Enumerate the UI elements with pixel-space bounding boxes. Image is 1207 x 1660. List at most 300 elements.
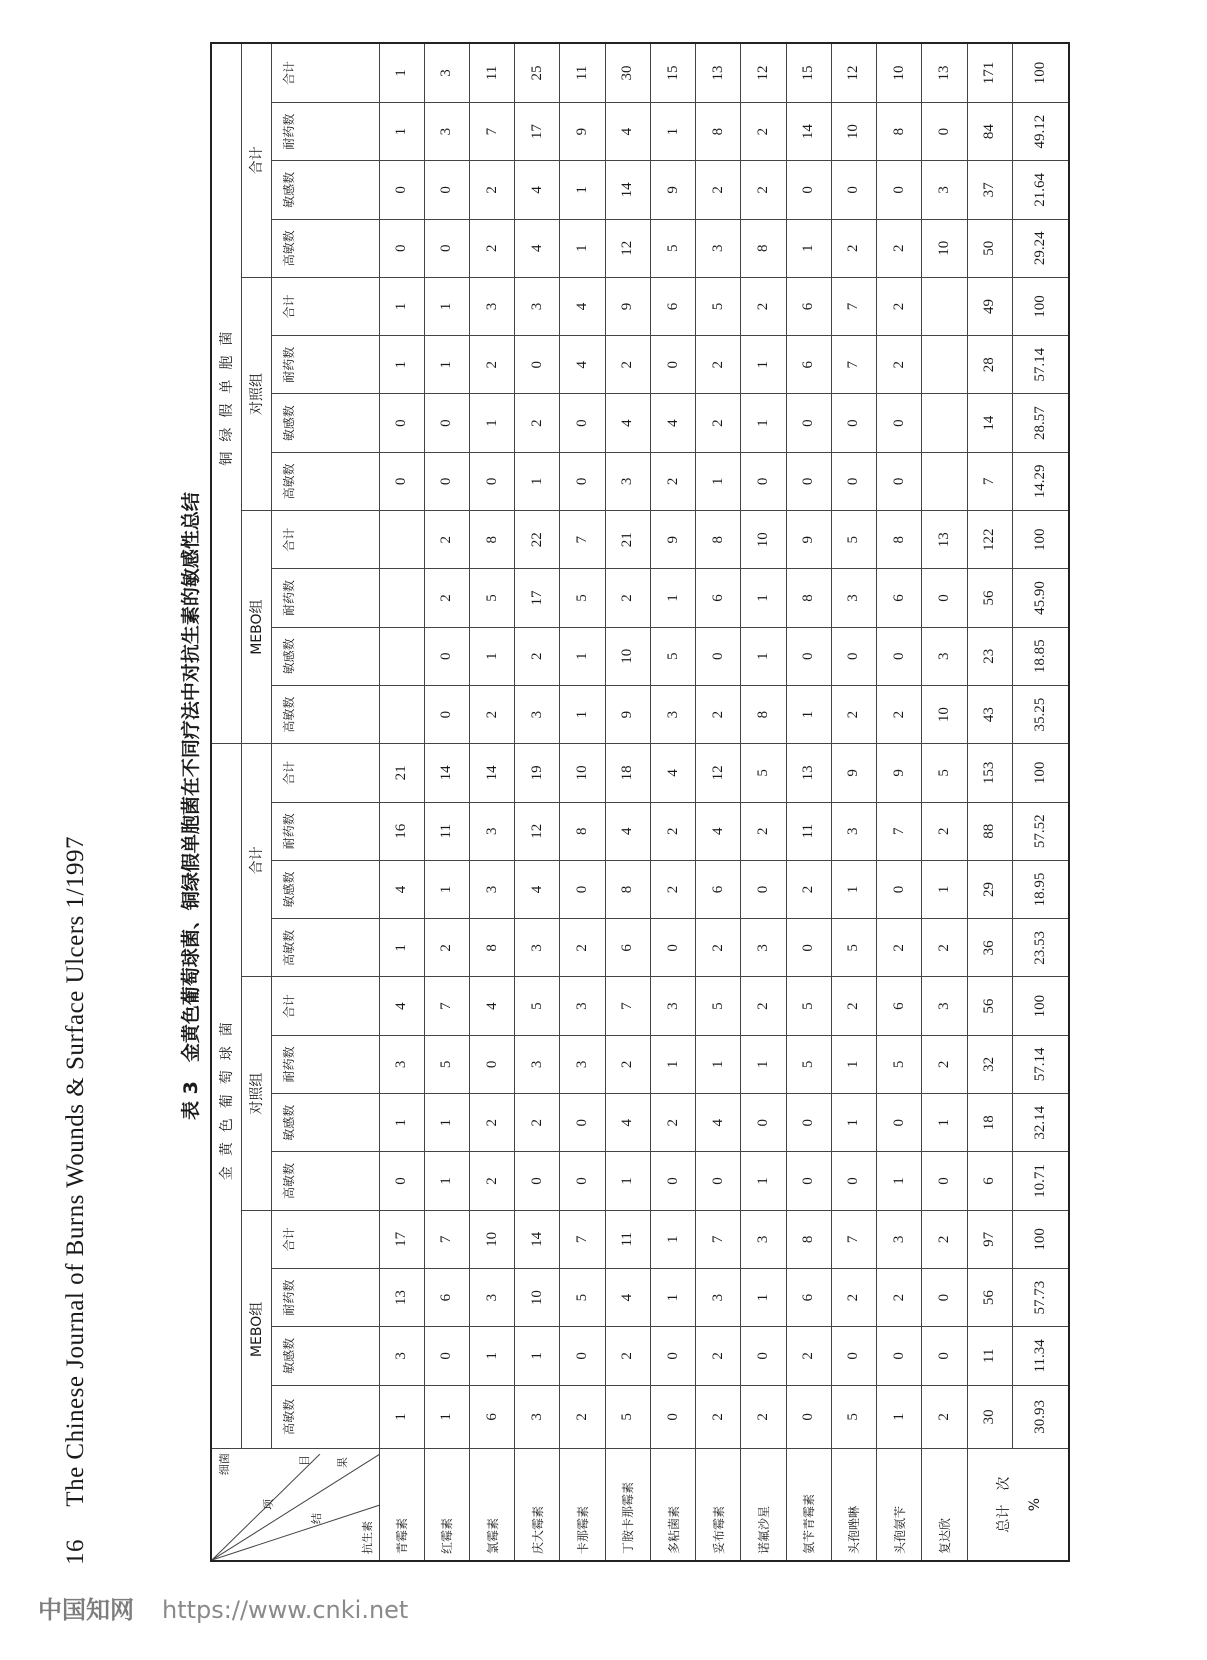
total-percent-cell: 57.14 — [1012, 336, 1069, 394]
total-percent-cell: 100 — [1012, 1210, 1069, 1268]
total-count-cell: 153 — [967, 744, 1012, 802]
table-cell: 30 — [605, 43, 650, 102]
table-row — [560, 43, 605, 1561]
table-cell: 2 — [877, 919, 922, 977]
table-cell: 0 — [877, 860, 922, 918]
table-cell: 2 — [696, 1385, 741, 1449]
table-cell: 7 — [424, 977, 469, 1035]
table-cell: 4 — [469, 977, 514, 1035]
table-cell: 10 — [922, 685, 967, 743]
pseudo-total-header: 合计 — [241, 43, 271, 277]
table-cell: 9 — [560, 102, 605, 160]
table-cell: 9 — [605, 277, 650, 335]
table-cell: 15 — [786, 43, 831, 102]
table-cell: 0 — [424, 161, 469, 219]
table-cell: 6 — [696, 569, 741, 627]
table-row — [424, 43, 469, 1561]
total-count-cell: 30 — [967, 1385, 1012, 1449]
cnki-logo: 中国知网 — [38, 1596, 134, 1624]
table-cell: 1 — [831, 1094, 876, 1152]
table-cell: 1 — [515, 1327, 560, 1385]
column-header: 合计 — [271, 511, 379, 569]
table-cell: 11 — [786, 802, 831, 860]
total-percent-cell: 11.34 — [1012, 1327, 1069, 1385]
table-cell: 12 — [696, 744, 741, 802]
table-cell: 0 — [831, 1152, 876, 1210]
table-cell: 5 — [515, 977, 560, 1035]
table-cell: 8 — [696, 102, 741, 160]
table-row — [696, 43, 741, 1561]
table-cell: 0 — [831, 627, 876, 685]
table-cell: 16 — [379, 802, 424, 860]
table-cell: 1 — [650, 1035, 695, 1093]
table-cell: 7 — [877, 802, 922, 860]
table-cell: 3 — [469, 1268, 514, 1326]
table-cell: 4 — [560, 336, 605, 394]
table-cell: 0 — [379, 161, 424, 219]
table-cell: 15 — [650, 43, 695, 102]
table-cell: 1 — [650, 102, 695, 160]
table-cell: 13 — [786, 744, 831, 802]
table-cell: 1 — [379, 1385, 424, 1449]
table-cell: 0 — [831, 394, 876, 452]
table-cell: 0 — [696, 1152, 741, 1210]
table-cell: 4 — [650, 744, 695, 802]
table-cell: 4 — [605, 1268, 650, 1326]
table-cell: 0 — [650, 1152, 695, 1210]
table-cell: 5 — [696, 277, 741, 335]
table-cell: 4 — [605, 802, 650, 860]
table-cell: 1 — [424, 1385, 469, 1449]
table-cell: 2 — [696, 394, 741, 452]
column-header-row — [271, 43, 379, 1561]
table-cell: 6 — [650, 277, 695, 335]
total-count-cell: 37 — [967, 161, 1012, 219]
table-cell: 0 — [379, 219, 424, 277]
table-cell: 2 — [831, 219, 876, 277]
table-cell: 1 — [831, 860, 876, 918]
table-cell: 0 — [379, 452, 424, 510]
table-cell: 5 — [831, 1385, 876, 1449]
table-cell: 2 — [741, 161, 786, 219]
table-cell: 13 — [696, 43, 741, 102]
table-cell: 3 — [696, 1268, 741, 1326]
table-cell: 1 — [379, 1094, 424, 1152]
table-cell: 5 — [650, 627, 695, 685]
table-cell: 5 — [605, 1385, 650, 1449]
table-cell: 1 — [560, 627, 605, 685]
table-cell — [379, 685, 424, 743]
table-cell: 1 — [560, 685, 605, 743]
table-cell: 0 — [922, 1268, 967, 1326]
table-cell: 3 — [741, 1210, 786, 1268]
table-cell: 2 — [560, 919, 605, 977]
table-cell: 1 — [696, 452, 741, 510]
column-header: 耐药数 — [271, 569, 379, 627]
table-cell: 1 — [560, 161, 605, 219]
antibiotic-name: 红霉素 — [424, 1449, 469, 1561]
table-cell: 3 — [469, 860, 514, 918]
table-cell: 5 — [560, 1268, 605, 1326]
antibiotic-name: 卡那霉素 — [560, 1449, 605, 1561]
page-header — [62, 836, 90, 1565]
table-cell: 3 — [877, 1210, 922, 1268]
corner-item-1: 项 — [262, 1499, 275, 1510]
table-cell: 0 — [922, 569, 967, 627]
table-cell: 2 — [922, 802, 967, 860]
table-cell: 2 — [877, 336, 922, 394]
table-cell: 6 — [786, 1268, 831, 1326]
table-cell: 0 — [922, 102, 967, 160]
table-cell: 0 — [877, 1327, 922, 1385]
table-cell: 9 — [650, 511, 695, 569]
column-header: 高敏数 — [271, 452, 379, 510]
table-cell: 6 — [877, 977, 922, 1035]
table-cell: 9 — [786, 511, 831, 569]
table-cell: 1 — [469, 1327, 514, 1385]
table-cell: 2 — [922, 919, 967, 977]
table-cell: 0 — [515, 1152, 560, 1210]
total-percent-cell: 21.64 — [1012, 161, 1069, 219]
antibiotic-name: 头孢氨苄 — [877, 1449, 922, 1561]
group-staph: 金黄色葡萄球菌 — [211, 744, 241, 1449]
table-cell: 2 — [696, 161, 741, 219]
table-cell: 3 — [424, 102, 469, 160]
table-cell: 3 — [922, 627, 967, 685]
column-header: 高敏数 — [271, 1152, 379, 1210]
table-row — [831, 43, 876, 1561]
table-cell: 3 — [560, 977, 605, 1035]
table-cell: 1 — [786, 219, 831, 277]
table-cell: 11 — [560, 43, 605, 102]
table-cell: 0 — [560, 1152, 605, 1210]
corner-bacteria: 细菌 — [218, 1453, 231, 1476]
table-cell: 8 — [605, 860, 650, 918]
table-cell: 0 — [831, 1327, 876, 1385]
table-cell: 0 — [424, 219, 469, 277]
total-percent-cell: 100 — [1012, 277, 1069, 335]
table-cell: 18 — [605, 744, 650, 802]
total-percent-cell: 100 — [1012, 744, 1069, 802]
table-cell: 2 — [650, 860, 695, 918]
table-cell: 9 — [877, 744, 922, 802]
table-cell: 8 — [696, 511, 741, 569]
table-cell — [379, 569, 424, 627]
total-count-cell: 32 — [967, 1035, 1012, 1093]
antibiotic-name: 多粘菌素 — [650, 1449, 695, 1561]
table-cell: 0 — [424, 452, 469, 510]
table-cell: 1 — [424, 860, 469, 918]
table-cell: 1 — [469, 627, 514, 685]
table-cell: 1 — [786, 685, 831, 743]
antibiotic-name: 诺氟沙星 — [741, 1449, 786, 1561]
total-label — [967, 1449, 1069, 1561]
total-percent-cell: 32.14 — [1012, 1094, 1069, 1152]
column-header: 耐药数 — [271, 102, 379, 160]
table-cell: 22 — [515, 511, 560, 569]
antibiotic-name: 丁胺卡那霉素 — [605, 1449, 650, 1561]
table-cell: 1 — [424, 336, 469, 394]
table-cell: 5 — [696, 977, 741, 1035]
table-row — [469, 43, 514, 1561]
corner-antibiotic: 抗生素 — [360, 1521, 374, 1554]
total-count-cell: 14 — [967, 394, 1012, 452]
table-cell: 5 — [650, 219, 695, 277]
table-cell: 13 — [379, 1268, 424, 1326]
table-cell: 3 — [605, 452, 650, 510]
table-cell: 1 — [560, 219, 605, 277]
table-cell: 1 — [877, 1385, 922, 1449]
total-count-cell: 171 — [967, 43, 1012, 102]
table-cell: 4 — [379, 977, 424, 1035]
column-header: 耐药数 — [271, 1268, 379, 1326]
table-cell: 2 — [922, 1035, 967, 1093]
table-cell: 1 — [741, 1268, 786, 1326]
table-row — [741, 43, 786, 1561]
total-count-cell: 56 — [967, 569, 1012, 627]
table-cell: 1 — [605, 1152, 650, 1210]
table-cell: 3 — [741, 919, 786, 977]
table-cell: 10 — [831, 102, 876, 160]
table-cell: 2 — [786, 860, 831, 918]
total-count-cell: 7 — [967, 452, 1012, 510]
table-cell: 2 — [515, 627, 560, 685]
table-row — [922, 43, 967, 1561]
total-count-cell: 56 — [967, 977, 1012, 1035]
table-cell: 1 — [877, 1152, 922, 1210]
total-count-cell: 50 — [967, 219, 1012, 277]
table-cell: 0 — [560, 1327, 605, 1385]
total-percent-cell: 100 — [1012, 977, 1069, 1035]
table-cell: 12 — [741, 43, 786, 102]
table-cell: 10 — [560, 744, 605, 802]
table-cell: 0 — [560, 1094, 605, 1152]
table-cell: 0 — [424, 1327, 469, 1385]
table-cell: 2 — [741, 102, 786, 160]
table-cell: 1 — [379, 336, 424, 394]
percent-label: % — [1026, 1497, 1043, 1512]
table-cell: 0 — [786, 452, 831, 510]
table-cell: 1 — [696, 1035, 741, 1093]
table-cell: 2 — [831, 685, 876, 743]
table-cell: 1 — [741, 569, 786, 627]
table-cell: 2 — [424, 511, 469, 569]
table-title: 表 3 金黄色葡萄球菌、铜绿假单胞菌在不同疗法中对抗生素的敏感性总结 — [180, 492, 202, 1120]
table-cell: 12 — [831, 43, 876, 102]
table-cell: 0 — [379, 394, 424, 452]
table-cell: 3 — [560, 1035, 605, 1093]
table-cell: 8 — [877, 511, 922, 569]
table-cell: 2 — [741, 977, 786, 1035]
staph-total-header: 合计 — [241, 744, 271, 977]
antibiotic-name: 青霉素 — [379, 1449, 424, 1561]
table-cell: 7 — [560, 1210, 605, 1268]
table-cell: 3 — [515, 277, 560, 335]
table-cell: 1 — [650, 1268, 695, 1326]
table-cell: 13 — [922, 43, 967, 102]
table-cell: 6 — [786, 277, 831, 335]
corner-item-2: 目 — [298, 1455, 311, 1467]
table-cell: 8 — [741, 685, 786, 743]
total-count-cell: 28 — [967, 336, 1012, 394]
column-header: 敏感数 — [271, 1327, 379, 1385]
table-cell: 3 — [650, 977, 695, 1035]
table-cell: 2 — [650, 802, 695, 860]
table-cell: 3 — [515, 1385, 560, 1449]
table-cell — [922, 277, 967, 335]
table-cell: 0 — [877, 394, 922, 452]
table-cell — [379, 511, 424, 569]
table-cell: 0 — [741, 1094, 786, 1152]
table-cell: 4 — [515, 860, 560, 918]
table-cell: 11 — [605, 1210, 650, 1268]
total-count-cell: 6 — [967, 1152, 1012, 1210]
table-cell: 0 — [424, 394, 469, 452]
table-cell: 4 — [560, 277, 605, 335]
table-cell: 1 — [379, 43, 424, 102]
table-cell: 21 — [379, 744, 424, 802]
total-percent-cell: 28.57 — [1012, 394, 1069, 452]
table-cell: 7 — [424, 1210, 469, 1268]
table-cell: 1 — [741, 336, 786, 394]
table-cell: 1 — [424, 1152, 469, 1210]
column-header: 合计 — [271, 977, 379, 1035]
table-cell: 0 — [922, 1327, 967, 1385]
cnki-watermark — [38, 1590, 408, 1625]
table-cell: 12 — [515, 802, 560, 860]
table-cell: 4 — [650, 394, 695, 452]
table-cell: 14 — [786, 102, 831, 160]
pseudo-mebo-header: MEBO组 — [241, 511, 271, 744]
table-cell: 2 — [650, 452, 695, 510]
table-cell: 4 — [515, 219, 560, 277]
table-cell: 2 — [877, 219, 922, 277]
table-cell: 3 — [469, 802, 514, 860]
table-cell: 2 — [786, 1327, 831, 1385]
total-count-cell: 29 — [967, 860, 1012, 918]
column-header: 高敏数 — [271, 219, 379, 277]
antibiotic-name: 庆大霉素 — [515, 1449, 560, 1561]
pseudo-control-header: 对照组 — [241, 277, 271, 510]
table-cell: 1 — [741, 627, 786, 685]
table-cell: 10 — [515, 1268, 560, 1326]
table-cell: 3 — [379, 1327, 424, 1385]
column-header: 合计 — [271, 43, 379, 102]
table-cell: 2 — [650, 1094, 695, 1152]
table-cell: 1 — [741, 394, 786, 452]
table-cell: 3 — [922, 161, 967, 219]
total-percent-row — [1012, 43, 1069, 1561]
table-cell: 21 — [605, 511, 650, 569]
table-cell: 0 — [650, 1327, 695, 1385]
table-cell: 2 — [605, 1327, 650, 1385]
table-cell: 0 — [786, 161, 831, 219]
table-cell: 10 — [741, 511, 786, 569]
table-cell: 2 — [469, 685, 514, 743]
total-percent-cell: 18.95 — [1012, 860, 1069, 918]
total-count-cell: 56 — [967, 1268, 1012, 1326]
table-cell: 0 — [786, 1152, 831, 1210]
table-cell: 4 — [515, 161, 560, 219]
total-percent-cell: 57.52 — [1012, 802, 1069, 860]
corner-result-2: 果 — [336, 1457, 349, 1469]
total-percent-cell: 14.29 — [1012, 452, 1069, 510]
table-frame — [210, 42, 1070, 1562]
table-body — [379, 43, 1069, 1561]
table-cell: 3 — [831, 802, 876, 860]
table-cell: 3 — [515, 919, 560, 977]
group-pseudomonas: 铜绿假单胞菌 — [211, 43, 241, 744]
table-cell: 0 — [696, 627, 741, 685]
table-cell: 1 — [922, 1094, 967, 1152]
table-cell: 2 — [696, 685, 741, 743]
table-cell: 11 — [469, 43, 514, 102]
table-cell: 0 — [877, 161, 922, 219]
table-cell: 9 — [831, 744, 876, 802]
table-row — [605, 43, 650, 1561]
table-cell: 2 — [515, 394, 560, 452]
table-cell: 0 — [469, 452, 514, 510]
table-cell: 0 — [560, 860, 605, 918]
table-cell: 2 — [741, 277, 786, 335]
table-cell: 2 — [831, 1268, 876, 1326]
table-cell: 2 — [696, 1327, 741, 1385]
page-number: 16 — [62, 1539, 89, 1565]
table-cell: 0 — [786, 394, 831, 452]
table-cell: 10 — [469, 1210, 514, 1268]
total-percent-cell: 100 — [1012, 511, 1069, 569]
total-percent-cell: 49.12 — [1012, 102, 1069, 160]
table-cell: 2 — [424, 919, 469, 977]
table-cell: 3 — [515, 685, 560, 743]
table-cell: 5 — [424, 1035, 469, 1093]
table-cell: 2 — [605, 569, 650, 627]
table-cell: 3 — [424, 43, 469, 102]
table-cell: 2 — [469, 161, 514, 219]
table-cell: 2 — [877, 685, 922, 743]
table-cell: 0 — [560, 452, 605, 510]
table-cell: 25 — [515, 43, 560, 102]
corner-result-1: 结 — [310, 1513, 323, 1524]
table-cell: 7 — [831, 1210, 876, 1268]
table-cell: 17 — [515, 102, 560, 160]
table-cell: 5 — [560, 569, 605, 627]
table-cell: 2 — [696, 336, 741, 394]
table-cell: 19 — [515, 744, 560, 802]
table-cell: 14 — [469, 744, 514, 802]
table-row — [650, 43, 695, 1561]
table-cell: 4 — [379, 860, 424, 918]
table-cell: 14 — [424, 744, 469, 802]
table-cell: 6 — [605, 919, 650, 977]
table-cell: 0 — [424, 627, 469, 685]
table-cell: 0 — [877, 627, 922, 685]
table-cell: 9 — [605, 685, 650, 743]
table-cell: 4 — [696, 1094, 741, 1152]
table-cell: 3 — [469, 277, 514, 335]
table-cell: 7 — [831, 336, 876, 394]
total-label-text: 总计 — [995, 1504, 1012, 1533]
antibiotic-name: 氯霉素 — [469, 1449, 514, 1561]
table-cell: 5 — [922, 744, 967, 802]
table-cell: 10 — [922, 219, 967, 277]
column-header: 合计 — [271, 744, 379, 802]
table-cell: 6 — [877, 569, 922, 627]
table-cell: 5 — [469, 569, 514, 627]
table-cell: 2 — [922, 1385, 967, 1449]
table-cell: 5 — [741, 744, 786, 802]
table-cell: 2 — [424, 569, 469, 627]
